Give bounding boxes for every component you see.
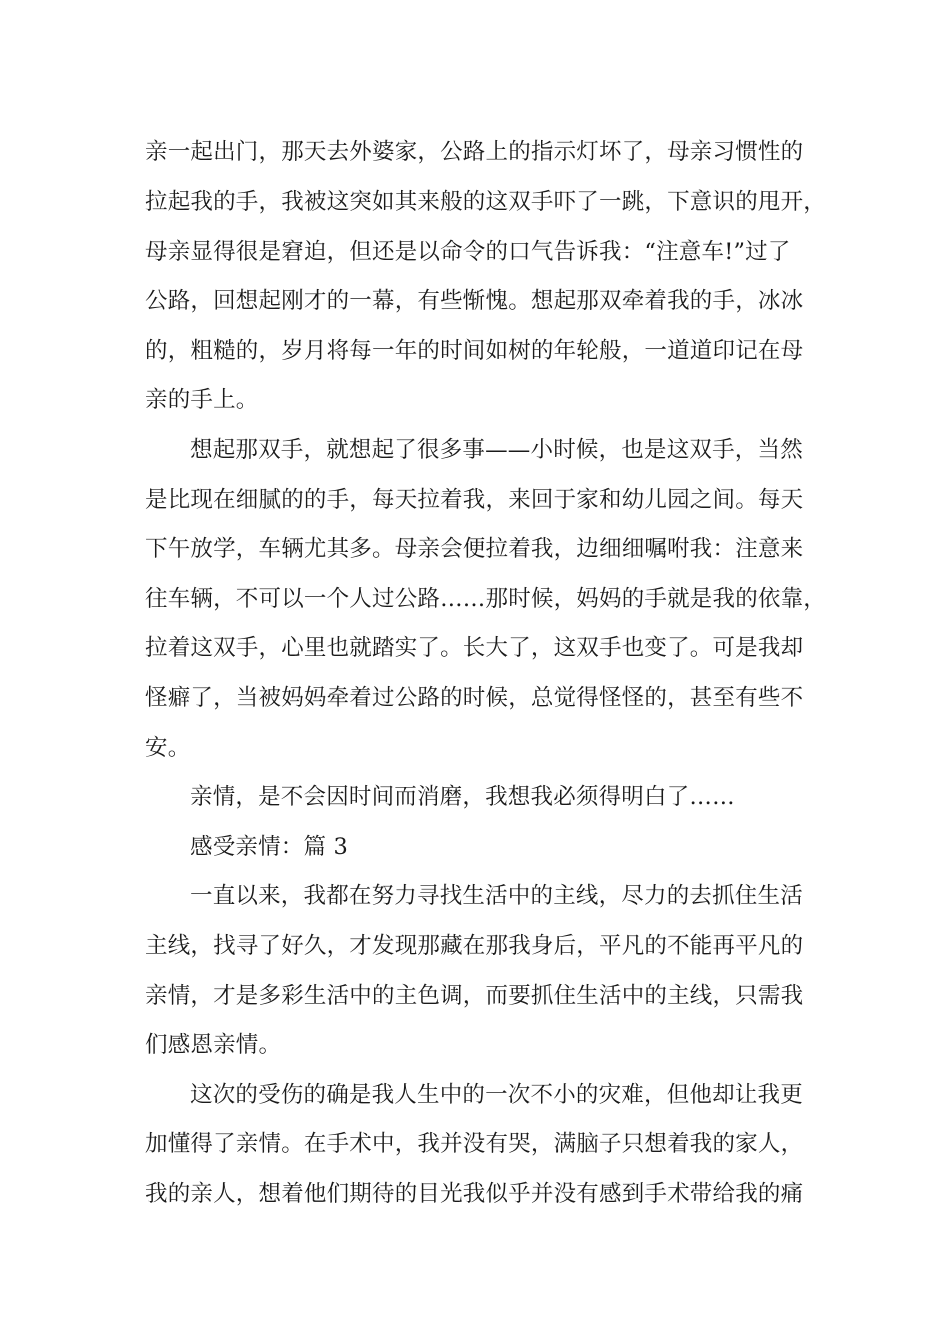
text-line: 想起那双手，就想起了很多事——小时候，也是这双手，当然 [190, 437, 803, 463]
text-line: 亲情，是不会因时间而消磨，我想我必须得明白了…… [190, 784, 735, 810]
text-line: 公路，回想起刚才的一幕，有些惭愧。想起那双牵着我的手，冰冰 [145, 288, 804, 314]
text-line: 是比现在细腻的的手，每天拉着我，来回于家和幼儿园之间。每天 [145, 487, 804, 513]
text-line: 拉起我的手，我被这突如其来般的这双手吓了一跳，下意识的甩开， [145, 189, 827, 215]
text-line: 亲一起出门，那天去外婆家，公路上的指示灯坏了，母亲习惯性的 [145, 139, 804, 165]
text-line: 主线，找寻了好久，才发现那藏在那我身后，平凡的不能再平凡的 [145, 933, 804, 959]
text-line: 往车辆，不可以一个人过公路……那时候，妈妈的手就是我的依靠， [145, 586, 827, 612]
text-line: 的，粗糙的，岁月将每一年的时间如树的年轮般，一道道印记在母 [145, 338, 804, 364]
text-line: 一直以来，我都在努力寻找生活中的主线，尽力的去抓住生活 [190, 883, 803, 909]
text-line: 亲情，才是多彩生活中的主色调，而要抓住生活中的主线，只需我 [145, 983, 804, 1009]
text-line: 这次的受伤的确是我人生中的一次不小的灾难，但他却让我更 [190, 1082, 803, 1108]
text-line: 加懂得了亲情。在手术中，我并没有哭，满脑子只想着我的家人， [145, 1131, 804, 1157]
text-line: 拉着这双手，心里也就踏实了。长大了，这双手也变了。可是我却 [145, 635, 804, 661]
text-line: 安。 [145, 735, 191, 761]
section-heading: 感受亲情：篇 3 [190, 834, 349, 860]
text-line: 们感恩亲情。 [145, 1032, 282, 1058]
text-line: 我的亲人，想着他们期待的目光我似乎并没有感到手术带给我的痛 [145, 1181, 804, 1207]
text-line: 下午放学，车辆尤其多。母亲会便拉着我，边细细嘱咐我：注意来 [145, 536, 804, 562]
text-line: 母亲显得很是窘迫，但还是以命令的口气告诉我：“注意车!”过了 [145, 239, 791, 265]
text-line: 亲的手上。 [145, 387, 259, 413]
text-line: 怪癖了，当被妈妈牵着过公路的时候，总觉得怪怪的，甚至有些不 [145, 685, 804, 711]
